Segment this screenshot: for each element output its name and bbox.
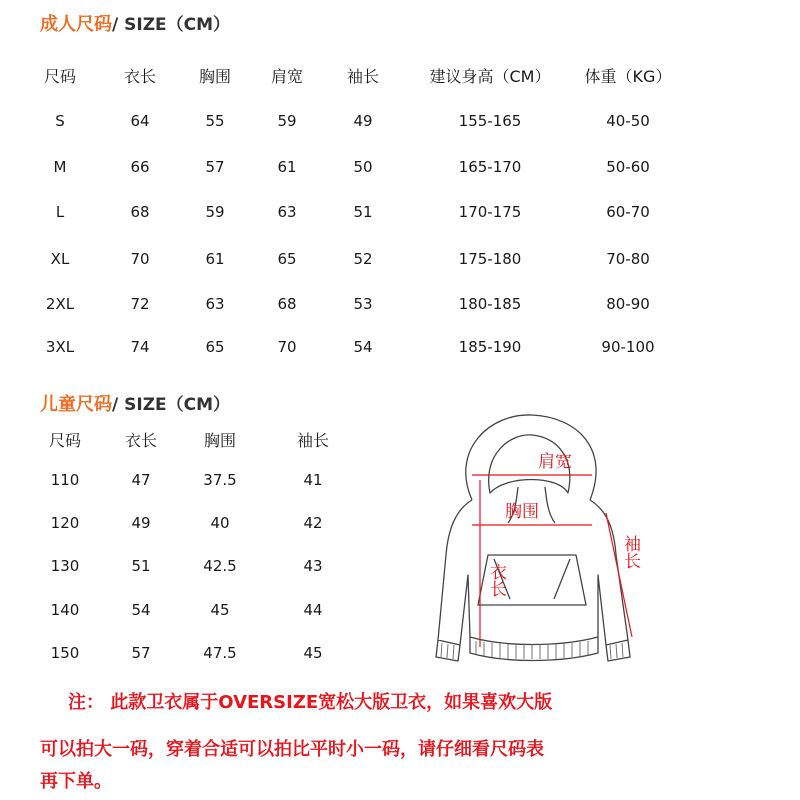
kids-table-cell: 110 <box>50 471 80 489</box>
adult-table-cell: 57 <box>205 158 225 176</box>
note-line-3: 再下单。 <box>40 771 112 792</box>
adult-table-cell: 80-90 <box>606 295 650 313</box>
kids-table-cell: 57 <box>131 644 151 662</box>
adult-table-cell: 64 <box>130 112 150 130</box>
kids-table-cell: 45 <box>303 644 323 662</box>
adult-table-cell: L <box>55 203 65 221</box>
kids-header-cell: 袖长 <box>296 431 330 450</box>
kids-table-cell: 44 <box>303 601 323 619</box>
adult-table-cell: 165-170 <box>458 158 522 176</box>
adult-table-cell: 49 <box>353 112 373 130</box>
adult-table-cell: 70 <box>130 250 150 268</box>
adult-table-cell: 54 <box>353 338 373 356</box>
adult-header-cell: 衣长 <box>123 67 157 86</box>
adult-table-cell: XL <box>50 250 70 268</box>
diagram-chest-label: 胸围 <box>505 502 539 522</box>
kids-table-cell: 47.5 <box>203 644 237 662</box>
adult-table-cell: 68 <box>277 295 297 313</box>
adult-table-cell: 61 <box>277 158 297 176</box>
kids-table-cell: 37.5 <box>203 471 237 489</box>
diagram-sleeve-label: 袖长 <box>620 535 640 569</box>
adult-table-cell: 66 <box>130 158 150 176</box>
adult-header-cell: 袖长 <box>346 67 380 86</box>
adult-table-cell: 72 <box>130 295 150 313</box>
kids-table-cell: 120 <box>50 514 80 532</box>
kids-table-cell: 54 <box>131 601 151 619</box>
kids-table-cell: 42 <box>303 514 323 532</box>
kids-header-cell: 尺码 <box>48 431 82 450</box>
adult-table-cell: 55 <box>205 112 225 130</box>
adult-section-title <box>40 10 230 36</box>
adult-table-cell: 53 <box>353 295 373 313</box>
adult-table-cell: S <box>55 112 65 130</box>
adult-table-cell: 155-165 <box>458 112 522 130</box>
kids-table-cell: 130 <box>50 557 80 575</box>
note-line-1: 注： 此款卫衣属于OVERSIZE宽松大版卫衣，如果喜欢大版 <box>68 692 553 713</box>
kids-table-cell: 47 <box>131 471 151 489</box>
kids-table-cell: 45 <box>210 601 230 619</box>
adult-table-cell: 180-185 <box>458 295 522 313</box>
kids-table-cell: 40 <box>210 514 230 532</box>
adult-header-cell: 体重（KG） <box>584 67 672 86</box>
kids-table-cell: 150 <box>50 644 80 662</box>
kids-table-cell: 51 <box>131 557 151 575</box>
adult-table-cell: 3XL <box>45 338 75 356</box>
kids-table-cell: 140 <box>50 601 80 619</box>
note-line-2: 可以拍大一码，穿着合适可以拍比平时小一码，请仔细看尺码表 <box>40 739 544 760</box>
hoodie-icon <box>410 405 655 673</box>
adult-table-cell: 90-100 <box>601 338 655 356</box>
adult-table-cell: 51 <box>353 203 373 221</box>
adult-header-cell: 肩宽 <box>270 67 304 86</box>
kids-table-cell: 49 <box>131 514 151 532</box>
adult-table-cell: 70 <box>277 338 297 356</box>
kids-section-title <box>40 390 230 416</box>
adult-table-cell: 60-70 <box>606 203 650 221</box>
diagram-length-label: 衣长 <box>486 563 506 597</box>
adult-table-cell: 2XL <box>45 295 75 313</box>
adult-table-cell: 59 <box>205 203 225 221</box>
adult-table-cell: 61 <box>205 250 225 268</box>
adult-table-cell: 63 <box>277 203 297 221</box>
adult-table-cell: 50 <box>353 158 373 176</box>
adult-table-cell: M <box>53 158 67 176</box>
adult-table-cell: 65 <box>205 338 225 356</box>
adult-table-cell: 40-50 <box>606 112 650 130</box>
adult-table-cell: 70-80 <box>606 250 650 268</box>
adult-table-cell: 74 <box>130 338 150 356</box>
adult-table-cell: 185-190 <box>458 338 522 356</box>
kids-table-cell: 43 <box>303 557 323 575</box>
adult-header-cell: 胸围 <box>198 67 232 86</box>
kids-table-cell: 42.5 <box>203 557 237 575</box>
adult-table-cell: 65 <box>277 250 297 268</box>
diagram-shoulder-label: 肩宽 <box>538 452 572 472</box>
adult-table-cell: 50-60 <box>606 158 650 176</box>
kids-title-en: / SIZE（CM） <box>112 395 231 415</box>
kids-title-cn: 儿童尺码 <box>40 394 112 415</box>
adult-title-cn: 成人尺码 <box>40 14 112 35</box>
kids-header-cell: 衣长 <box>124 431 158 450</box>
adult-title-en: / SIZE（CM） <box>112 15 231 35</box>
adult-header-cell: 建议身高（CM） <box>429 67 551 86</box>
adult-table-cell: 170-175 <box>458 203 522 221</box>
adult-table-cell: 68 <box>130 203 150 221</box>
adult-table-cell: 52 <box>353 250 373 268</box>
adult-table-cell: 175-180 <box>458 250 522 268</box>
kids-table-cell: 41 <box>303 471 323 489</box>
kids-header-cell: 胸围 <box>203 431 237 450</box>
adult-table-cell: 59 <box>277 112 297 130</box>
adult-header-cell: 尺码 <box>43 67 77 86</box>
adult-table-cell: 63 <box>205 295 225 313</box>
